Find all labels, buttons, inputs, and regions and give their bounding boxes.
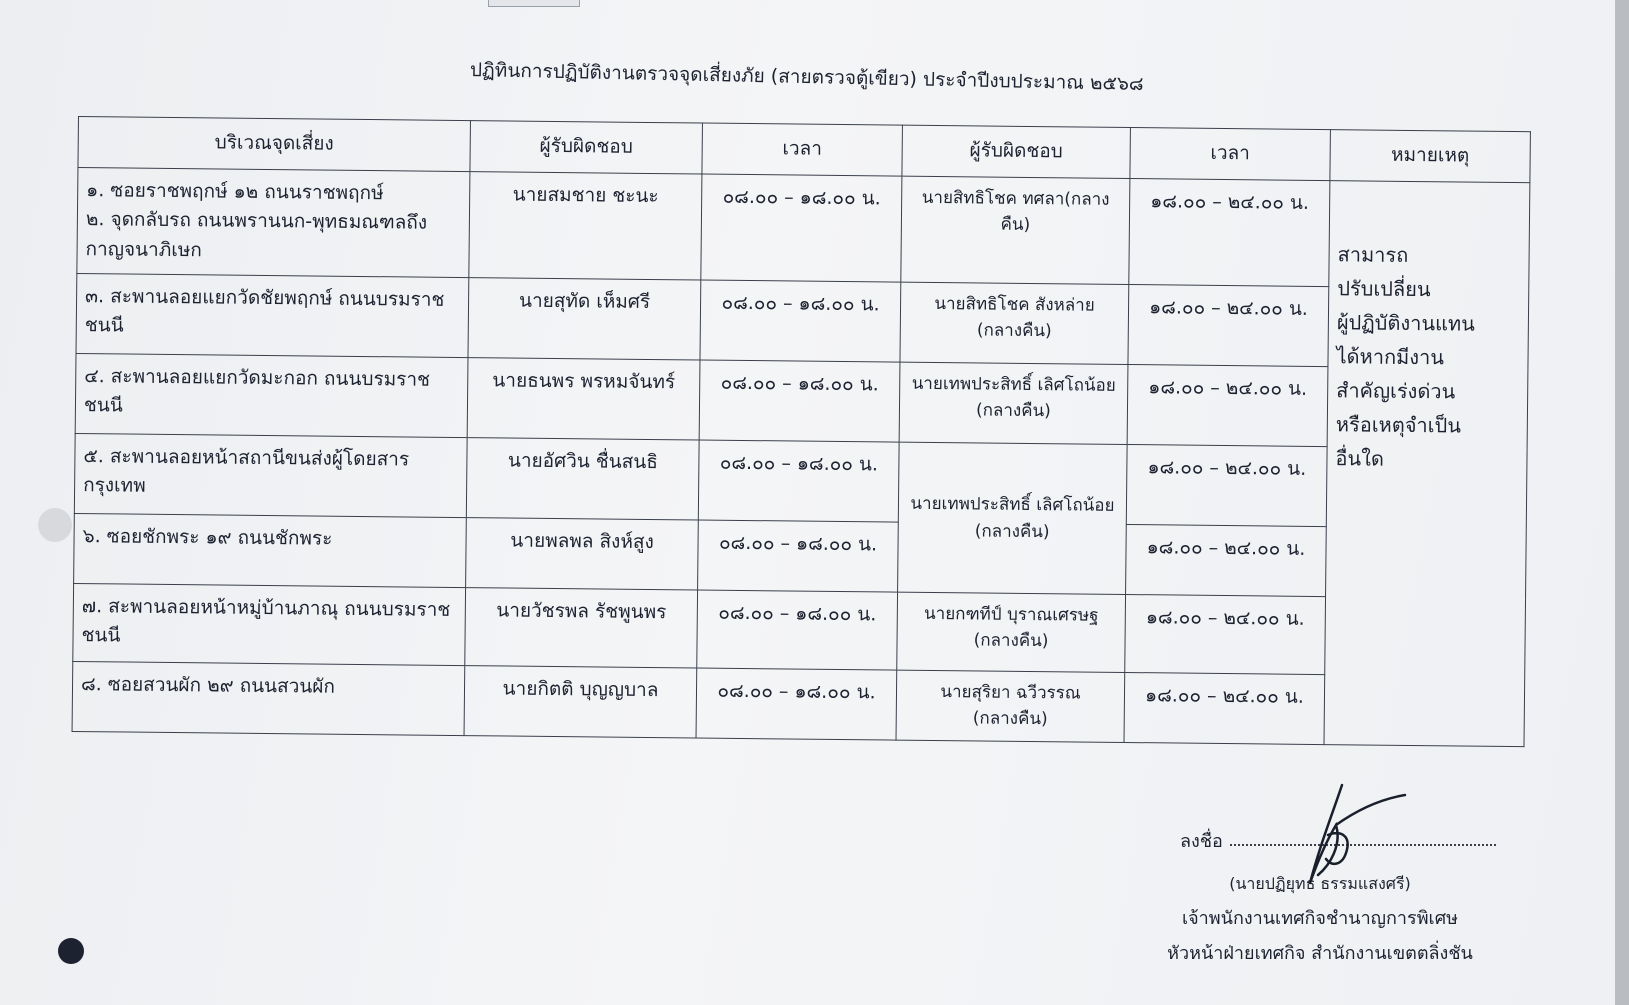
day-time-cell: ๐๘.๐๐ – ๑๘.๐๐ น.	[701, 174, 902, 282]
header-day-time: เวลา	[702, 123, 903, 176]
table-row	[74, 433, 1527, 528]
night-staff-cell: นายสิทธิโชค สังหล่าย (กลางคืน)	[900, 282, 1129, 364]
signature-line	[1140, 820, 1500, 854]
day-staff-cell: นายพลพล สิงห์สูง	[466, 518, 699, 590]
signer-position: เจ้าพนักงานเทศกิจชำนาญการพิเศษ	[1181, 908, 1459, 929]
day-time-cell: ๐๘.๐๐ – ๑๘.๐๐ น.	[697, 590, 898, 670]
page-edge	[1615, 0, 1629, 1005]
day-staff-cell: นายอัศวิน ชื่นสนธิ	[466, 438, 699, 520]
day-time-cell: ๐๘.๐๐ – ๑๘.๐๐ น.	[700, 280, 901, 362]
day-time-cell: ๐๘.๐๐ – ๑๘.๐๐ น.	[698, 520, 899, 592]
header-night-time: เวลา	[1130, 128, 1331, 181]
schedule-table-container	[72, 116, 1530, 747]
night-staff-cell: นายกฑทีป์ บุราณเศรษฐ (กลางคืน)	[897, 592, 1126, 672]
schedule-table	[72, 116, 1531, 747]
area-cell: ๑. ซอยราชพฤกษ์ ๑๒ ถนนราชพฤกษ์ ๒. จุดกลับรถ ถนนพรานนก-พุทธมณฑลถึงกาญจนาภิเษก	[77, 168, 470, 278]
table-row	[73, 583, 1526, 676]
header-area: บริเวณจุดเสี่ยง	[78, 117, 471, 172]
night-time-cell: ๑๘.๐๐ – ๒๔.๐๐ น.	[1126, 445, 1327, 527]
day-staff-cell: นายกิตติ บุญญบาล	[464, 666, 697, 738]
note-cell: สามารถ ปรับเปลี่ยน ผู้ปฏิบัติงานแทน ได้หากมีงาน สำคัญเร่งด่วน หรือเหตุจำเป็น อื่นใด	[1324, 181, 1530, 747]
night-time-cell: ๑๘.๐๐ – ๒๔.๐๐ น.	[1128, 285, 1329, 367]
area-cell: ๕. สะพานลอยหน้าสถานีขนส่งผู้โดยสารกรุงเทพ	[74, 433, 467, 517]
table-row	[72, 661, 1525, 746]
day-time-cell: ๐๘.๐๐ – ๑๘.๐๐ น.	[699, 360, 900, 442]
table-row	[76, 273, 1529, 368]
night-time-cell: ๑๘.๐๐ – ๒๔.๐๐ น.	[1124, 672, 1325, 744]
header-note: หมายเหตุ	[1330, 130, 1531, 183]
signature-label: ลงชื่อ	[1180, 831, 1223, 852]
header-day-staff: ผู้รับผิดชอบ	[470, 121, 703, 174]
night-time-cell: ๑๘.๐๐ – ๒๔.๐๐ น.	[1129, 179, 1330, 287]
area-cell: ๓. สะพานลอยแยกวัดชัยพฤกษ์ ถนนบรมราชชนนี	[76, 273, 469, 357]
night-staff-cell: นายเทพประสิทธิ์ เลิศโถน้อย (กลางคืน)	[898, 442, 1128, 594]
handwritten-signature-icon	[1280, 775, 1410, 895]
day-staff-cell: นายวัชรพล รัชพูนพร	[465, 588, 698, 668]
header-night-staff: ผู้รับผิดชอบ	[902, 125, 1131, 178]
day-staff-cell: นายสุทัด เห็มศรี	[468, 278, 701, 360]
night-staff-cell: นายสิทธิโชค ทศลา(กลางคืน)	[901, 176, 1130, 284]
table-row	[75, 353, 1528, 448]
attached-paper-corner	[488, 0, 580, 7]
day-staff-cell: นายธนพร พรหมจันทร์	[467, 358, 700, 440]
day-time-cell: ๐๘.๐๐ – ๑๘.๐๐ น.	[698, 440, 899, 522]
area-cell: ๘. ซอยสวนผัก ๒๙ ถนนสวนผัก	[72, 661, 465, 735]
night-time-cell: ๑๘.๐๐ – ๒๔.๐๐ น.	[1126, 524, 1327, 596]
night-staff-cell: นายสุริยา ฉวีวรรณ (กลางคืน)	[896, 670, 1125, 742]
area-cell: ๔. สะพานลอยแยกวัดมะกอก ถนนบรมราชชนนี	[75, 353, 468, 437]
night-time-cell: ๑๘.๐๐ – ๒๔.๐๐ น.	[1125, 594, 1326, 674]
day-time-cell: ๐๘.๐๐ – ๑๘.๐๐ น.	[696, 668, 897, 740]
document-title: ปฏิทินการปฏิบัติงานตรวจจุดเสี่ยงภัย (สายตรวจตู้เขียว) ประจำปีงบประมาณ ๒๕๖๘	[469, 59, 1144, 96]
punch-hole-icon	[58, 938, 84, 964]
signature-block	[1140, 820, 1500, 967]
area-cell: ๗. สะพานลอยหน้าหมู่บ้านภาณุ ถนนบรมราชชนนี	[73, 583, 466, 665]
night-staff-cell: นายเทพประสิทธิ์ เลิศโถน้อย (กลางคืน)	[899, 362, 1128, 444]
punch-hole-icon	[38, 508, 72, 542]
table-row	[77, 168, 1530, 289]
area-cell: ๖. ซอยชักพระ ๑๙ ถนนชักพระ	[74, 513, 467, 587]
signer-name: (นายปฏิยุทธ ธรรมแสงศรี)	[1229, 874, 1411, 893]
signer-department: หัวหน้าฝ่ายเทศกิจ สำนักงานเขตตลิ่งชัน	[1167, 943, 1473, 964]
night-time-cell: ๑๘.๐๐ – ๒๔.๐๐ น.	[1127, 365, 1328, 447]
day-staff-cell: นายสมชาย ชะนะ	[469, 172, 702, 280]
